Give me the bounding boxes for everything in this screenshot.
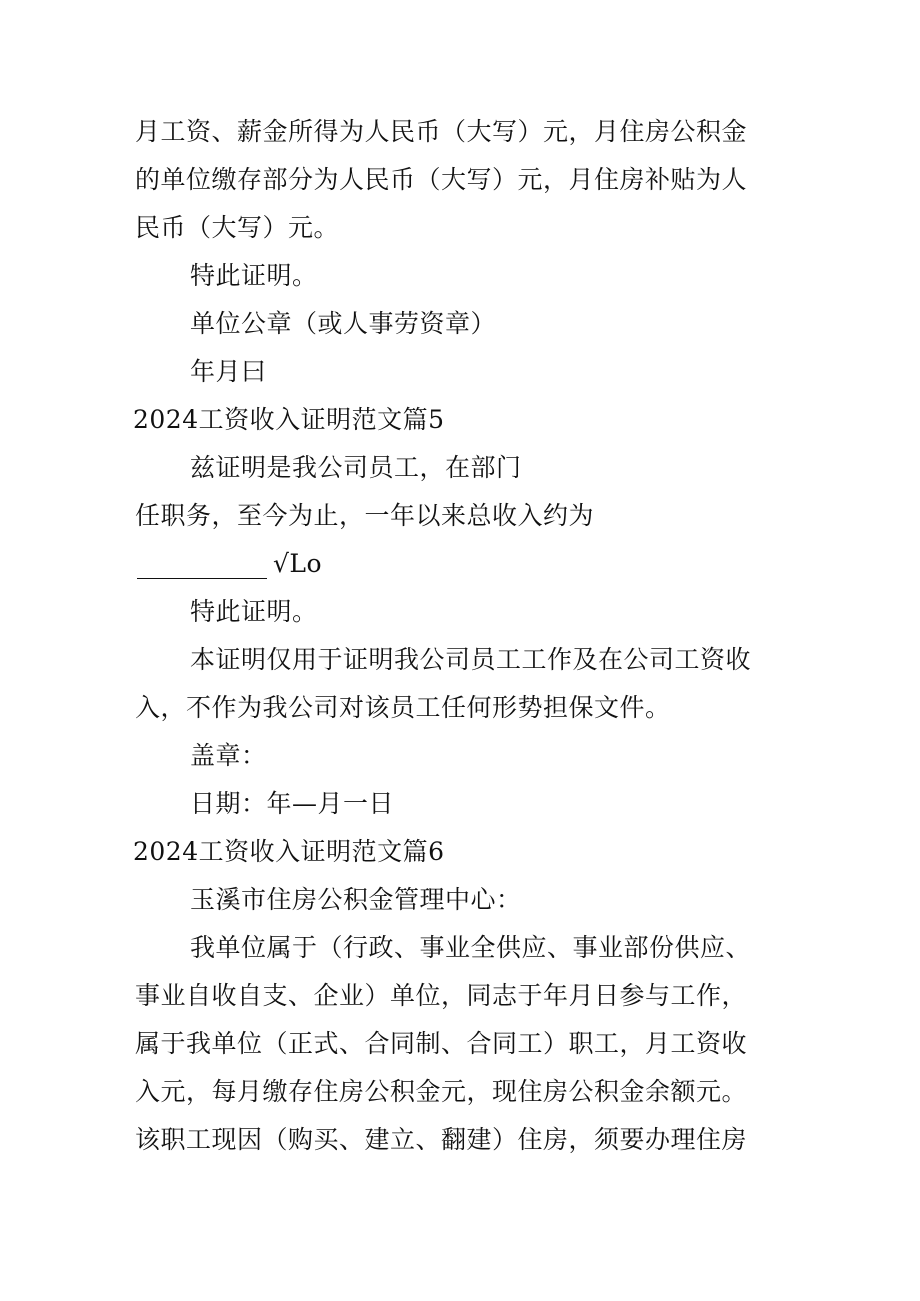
paragraph-line: 民币（大写）元。 — [135, 213, 340, 242]
paragraph-line: 该职工现因（购买、建立、翻建）住房，须要办理住房 — [135, 1125, 748, 1154]
closing-statement: 特此证明。 — [190, 261, 318, 290]
paragraph-line: 属于我单位（正式、合同制、合同工）职工，月工资收 — [135, 1029, 748, 1058]
date-line: 日期：年—月一日 — [190, 789, 395, 818]
paragraph-line: 月工资、薪金所得为人民币（大写）元，月住房公积金 — [135, 117, 748, 146]
income-suffix: √Lo — [273, 549, 323, 578]
paragraph-line: 事业自收自支、企业）单位，同志于年月日参与工作， — [135, 981, 748, 1010]
section-heading: 2024工资收入证明范文篇6 — [133, 837, 445, 866]
seal-label: 单位公章（或人事劳资章） — [190, 309, 497, 338]
paragraph-line: 任职务，至今为止，一年以来总收入约为 — [135, 501, 595, 530]
stamp-label: 盖章： — [190, 741, 267, 770]
section-heading: 2024工资收入证明范文篇5 — [133, 405, 445, 434]
paragraph-line: 的单位缴存部分为人民币（大写）元，月住房补贴为人 — [135, 165, 748, 194]
closing-statement: 特此证明。 — [190, 597, 318, 626]
blank-underline — [137, 556, 267, 579]
paragraph-line: 兹证明是我公司员工，在部门 — [190, 453, 522, 482]
paragraph-line: 入元，每月缴存住房公积金元，现住房公积金余额元。 — [135, 1077, 748, 1106]
paragraph-line: 我单位属于（行政、事业全供应、事业部份供应、 — [190, 933, 752, 962]
date-line: 年月曰 — [190, 357, 267, 386]
income-fill-line — [137, 549, 322, 579]
paragraph-line: 本证明仅用于证明我公司员工工作及在公司工资收 — [190, 645, 752, 674]
addressee-line: 玉溪市住房公积金管理中心： — [190, 885, 522, 914]
paragraph-line: 入，不作为我公司对该员工任何形势担保文件。 — [135, 693, 671, 722]
